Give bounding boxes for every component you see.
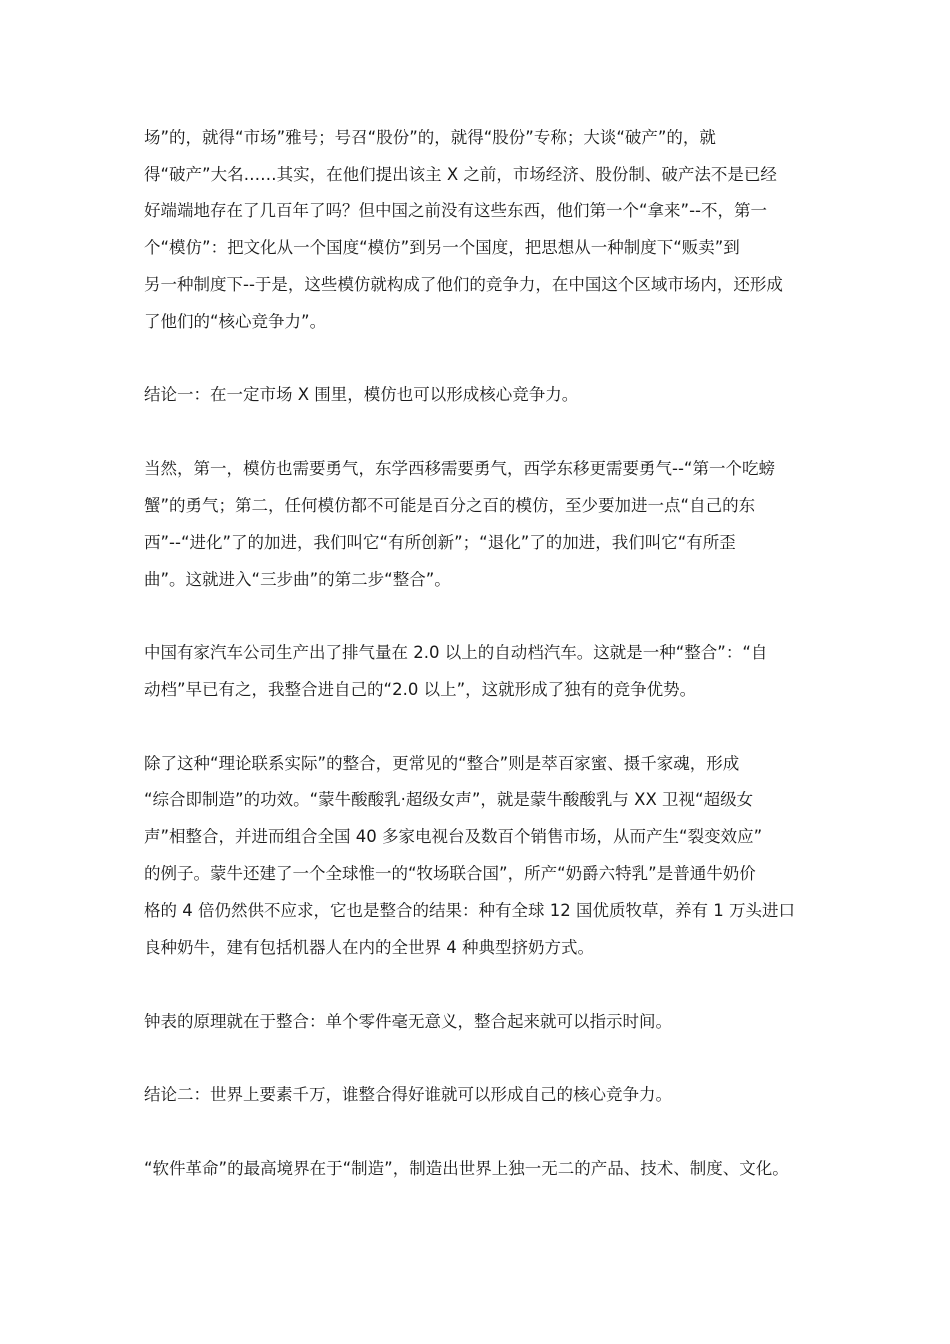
text-line: 场”的，就得“市场”雅号；号召“股份”的，就得“股份”专称；大谈“破产”的，就 <box>144 128 716 147</box>
text-line: 曲”。这就进入“三步曲”的第二步“整合”。 <box>144 570 451 589</box>
text-line: 得“破产”大名……其实，在他们提出该主 X 之前，市场经济、股份制、破产法不是已经 <box>144 165 777 184</box>
text-line: 个“模仿”：把文化从一个国度“模仿”到另一个国度，把思想从一种制度下“贩卖”到 <box>144 238 740 257</box>
text-line: 钟表的原理就在于整合：单个零件毫无意义，整合起来就可以指示时间。 <box>144 1012 672 1031</box>
text-line: 了他们的“核心竞争力”。 <box>144 312 327 331</box>
text-line: “软件革命”的最高境界在于“制造”，制造出世界上独一无二的产品、技术、制度、文化。 <box>144 1159 789 1178</box>
text-line: 动档”早已有之，我整合进自己的“2.0 以上”，这就形成了独有的竞争优势。 <box>144 680 697 699</box>
text-line: 另一种制度下--于是，这些模仿就构成了他们的竞争力，在中国这个区域市场内，还形成 <box>144 275 783 294</box>
text-line: 良种奶牛，建有包括机器人在内的全世界 4 种典型挤奶方式。 <box>144 938 594 957</box>
text-line: 格的 4 倍仍然供不应求，它也是整合的结果：种有全球 12 国优质牧草，养有 1 万头进口 <box>144 901 795 920</box>
text-line: 的例子。蒙牛还建了一个全球惟一的“牧场联合国”，所产“奶爵六特乳”是普通牛奶价 <box>144 864 756 883</box>
text-line: 结论一：在一定市场 X 围里，模仿也可以形成核心竞争力。 <box>144 385 579 404</box>
text-line: 除了这种“理论联系实际”的整合，更常见的“整合”则是萃百家蜜、摄千家魂，形成 <box>144 754 740 773</box>
text-line: 西”--“进化”了的加进，我们叫它“有所创新”；“退化”了的加进，我们叫它“有所歪 <box>144 533 736 552</box>
text-line: 中国有家汽车公司生产出了排气量在 2.0 以上的自动档汽车。这就是一种“整合”：“自 <box>144 643 768 662</box>
text-line: 好端端地存在了几百年了吗？但中国之前没有这些东西，他们第一个“拿来”--不，第一 <box>144 201 768 220</box>
text-line: 蟹”的勇气；第二，任何模仿都不可能是百分之百的模仿，至少要加进一点“自己的东 <box>144 496 756 515</box>
text-line: 声”相整合，并进而组合全国 40 多家电视台及数百个销售市场，从而产生“裂变效应” <box>144 827 763 846</box>
text-line: 当然，第一，模仿也需要勇气，东学西移需要勇气，西学东移更需要勇气--“第一个吃螃 <box>144 459 775 478</box>
text-line: 结论二：世界上要素千万，谁整合得好谁就可以形成自己的核心竞争力。 <box>144 1085 672 1104</box>
text-line: “综合即制造”的功效。“蒙牛酸酸乳·超级女声”，就是蒙牛酸酸乳与 XX 卫视“超级女 <box>144 790 754 809</box>
